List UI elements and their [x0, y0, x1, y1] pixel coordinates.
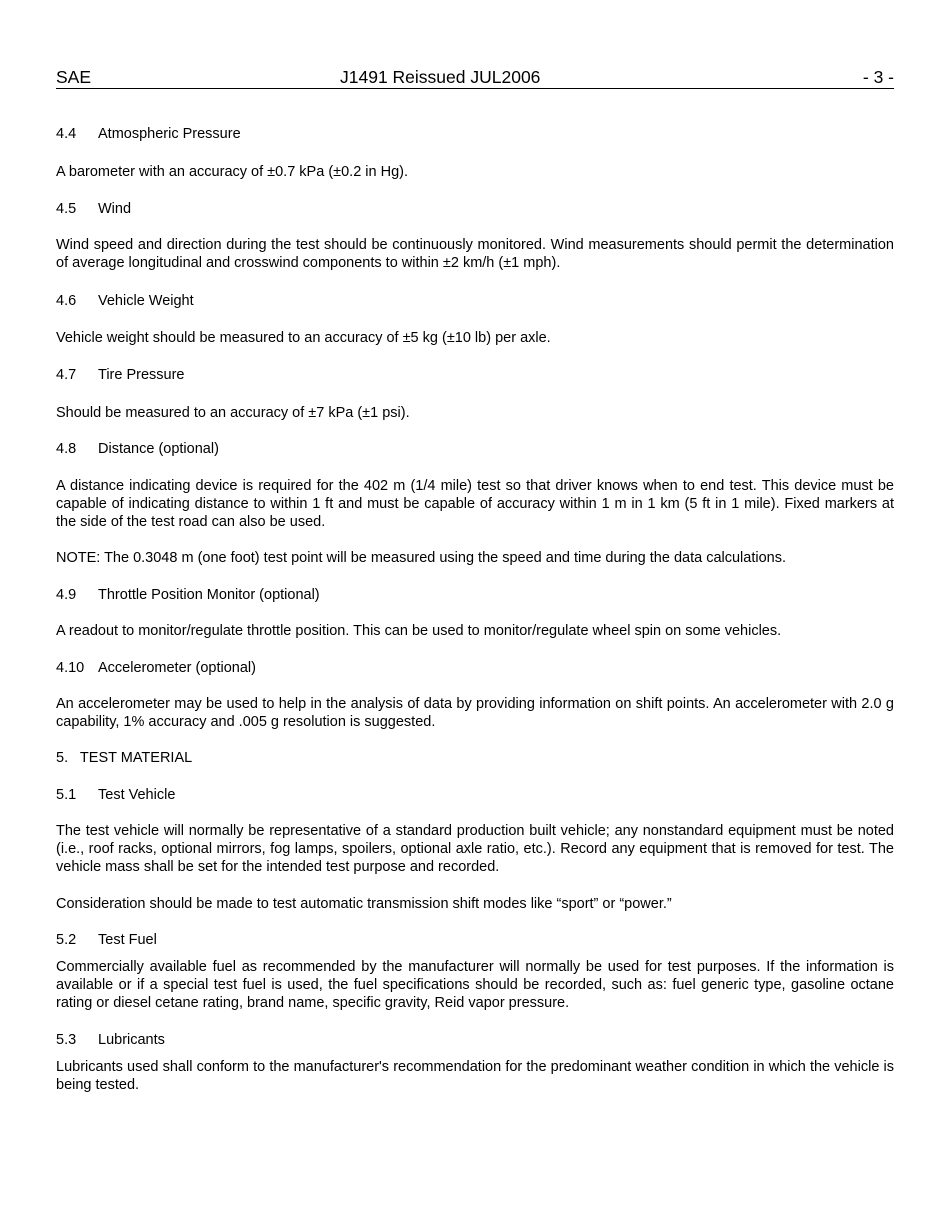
section-heading-5-2 [56, 931, 894, 949]
section-heading-4-9 [56, 586, 894, 604]
page-header [56, 66, 894, 89]
section-title: Atmospheric Pressure [98, 126, 241, 142]
header-org: SAE [56, 67, 92, 87]
section-title: Tire Pressure [98, 367, 185, 383]
section-number: 5.2 [56, 932, 77, 948]
section-number: 4.9 [56, 587, 77, 603]
paragraph-4-4: A barometer with an accuracy of ±0.7 kPa (±0.2 in Hg). [56, 164, 408, 180]
paragraph-5-1-a: The test vehicle will normally be representative of a standard production built vehicle; any nonstandard equipment must be noted (i.e., roof racks, optional mirrors, fog lamps, spoilers, optional axle ratio, etc.). Record any equipment that is removed for test. The vehicle mass shall be set for the intended test purpose and recorded. [56, 823, 894, 875]
section-heading-4-7 [56, 366, 894, 384]
section-title: Distance (optional) [98, 441, 219, 457]
section-title: Test Fuel [98, 932, 157, 948]
section-heading-5: 5. TEST MATERIAL [56, 750, 193, 766]
paragraph-5-3: Lubricants used shall conform to the manufacturer's recommendation for the predominant weather condition in which the vehicle is being tested. [56, 1059, 894, 1093]
note-4-8: NOTE: The 0.3048 m (one foot) test point will be measured using the speed and time during the data calculations. [56, 550, 786, 566]
paragraph-4-6: Vehicle weight should be measured to an accuracy of ±5 kg (±10 lb) per axle. [56, 330, 551, 346]
section-number: 4.8 [56, 441, 77, 457]
paragraph-4-9: A readout to monitor/regulate throttle position. This can be used to monitor/regulate wheel spin on some vehicles. [56, 623, 782, 639]
header-page-number: - 3 - [862, 67, 894, 87]
paragraph-4-5: Wind speed and direction during the test should be continuously monitored. Wind measurements should permit the determination of average longitudinal and crosswind components to within ±2 km/h (±1 mph). [56, 237, 894, 271]
section-number: 4.6 [56, 293, 77, 309]
paragraph-5-2: Commercially available fuel as recommended by the manufacturer will normally be used for test purposes. If the information is available or if a special test fuel is used, the fuel specifications should be recorded, such as: fuel generic type, gasoline octane rating or diesel cetane rating, brand name, specific gravity, Reid vapor pressure. [56, 959, 894, 1011]
section-number: 5.1 [56, 787, 77, 803]
paragraph-4-10: An accelerometer may be used to help in the analysis of data by providing information on shift points. An accelerometer with 2.0 g capability, 1% accuracy and .005 g resolution is suggested. [56, 696, 894, 730]
section-title: Accelerometer (optional) [98, 660, 256, 676]
section-heading-4-5 [56, 200, 894, 218]
header-doc-id: J1491 Reissued JUL2006 [340, 67, 541, 87]
section-heading-5-3 [56, 1031, 894, 1049]
section-heading-4-10 [56, 659, 894, 677]
section-title: Lubricants [98, 1032, 165, 1048]
section-heading-4-8 [56, 440, 894, 458]
section-title: Vehicle Weight [98, 293, 194, 309]
section-title: Wind [98, 201, 132, 217]
paragraph-5-1-b: Consideration should be made to test automatic transmission shift modes like “sport” or “power.” [56, 896, 672, 912]
section-number: 4.4 [56, 126, 77, 142]
section-number: 5.3 [56, 1032, 77, 1048]
section-heading-5-1 [56, 786, 894, 804]
section-heading-4-6 [56, 292, 894, 310]
section-number: 4.7 [56, 367, 77, 383]
section-number: 4.5 [56, 201, 77, 217]
section-number: 4.10 [56, 660, 85, 676]
section-heading-4-4 [56, 125, 894, 143]
section-title: Throttle Position Monitor (optional) [98, 587, 320, 603]
paragraph-4-8: A distance indicating device is required for the 402 m (1/4 mile) test so that driver knows when to end test. This device must be capable of indicating distance to within 1 ft and must be capable of accuracy within 1 m in 1 km (5 ft in 1 mile). Fixed markers at the side of the test road can also be used. [56, 478, 894, 530]
section-title: Test Vehicle [98, 787, 176, 803]
paragraph-4-7: Should be measured to an accuracy of ±7 kPa (±1 psi). [56, 405, 410, 421]
